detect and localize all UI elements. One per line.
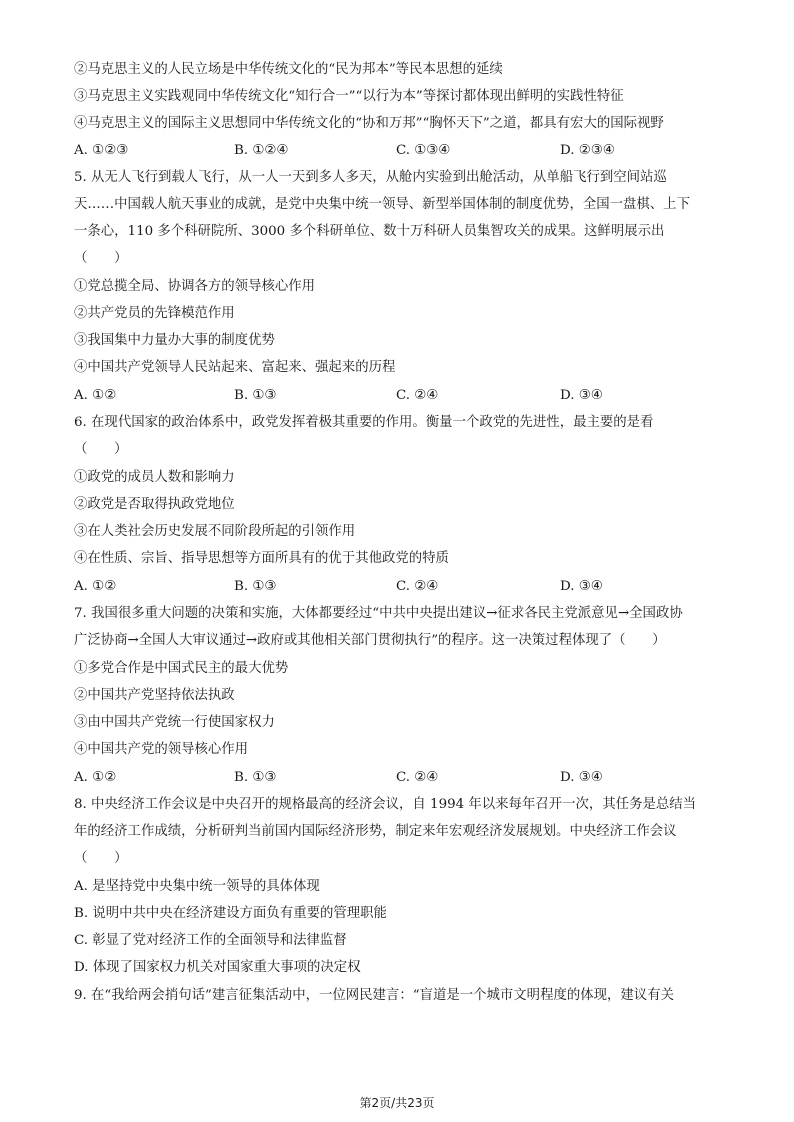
q5-stem-line-2: 天……中国载人航天事业的成就，是党中央集中统一领导、新型举国体制的制度优势，全国一盘棋、上下 <box>74 197 690 212</box>
q5-option-b: B. ①③ <box>234 388 277 403</box>
q7-stem-line-1: 7. 我国很多重大问题的决策和实施，大体都要经过“中共中央提出建议→征求各民主党派意见→全国政协 <box>74 606 683 621</box>
q5-statement-2: ②共产党员的先锋模范作用 <box>74 306 235 321</box>
q6-option-a: A. ①② <box>74 579 117 594</box>
q7-statement-1: ①多党合作是中国式民主的最大优势 <box>74 661 289 676</box>
q6-option-b: B. ①③ <box>234 579 277 594</box>
q5-stem-line-3: 一条心，110 多个科研院所、3000 多个科研单位、数十万科研人员集智攻关的成果。这鲜明展示出 <box>74 224 665 239</box>
q8-choice-b: B. 说明中共中央在经济建设方面负有重要的管理职能 <box>74 906 387 921</box>
q7-option-a: A. ①② <box>74 770 117 785</box>
q7-stem-line-2: 广泛协商→全国人大审议通过→政府或其他相关部门贯彻执行”的程序。这一决策过程体现了（ ） <box>74 633 666 648</box>
q6-statement-1: ①政党的成员人数和影响力 <box>74 470 235 485</box>
q4-statement-2: ②马克思主义的人民立场是中华传统文化的“民为邦本”等民本思想的延续 <box>74 62 503 77</box>
q7-option-c: C. ②④ <box>396 770 439 785</box>
q5-option-c: C. ②④ <box>396 388 439 403</box>
q5-answer-blank: （ ） <box>74 251 128 266</box>
q6-statement-4: ④在性质、宗旨、指导思想等方面所具有的优于其他政党的特质 <box>74 551 449 566</box>
q4-statement-3: ③马克思主义实践观同中华传统文化“知行合一”“以行为本”等探讨都体现出鲜明的实践性特征 <box>74 89 624 104</box>
q4-options <box>74 142 734 160</box>
q6-option-d: D. ③④ <box>560 579 603 594</box>
q8-choice-c: C. 彰显了党对经济工作的全面领导和法律监督 <box>74 933 347 948</box>
q7-option-d: D. ③④ <box>560 770 603 785</box>
q8-answer-blank: （ ） <box>74 851 128 866</box>
q7-option-b: B. ①③ <box>234 770 277 785</box>
q5-option-d: D. ③④ <box>560 388 603 403</box>
q7-statement-4: ④中国共产党的领导核心作用 <box>74 742 249 757</box>
q5-statement-1: ①党总揽全局、协调各方的领导核心作用 <box>74 279 316 294</box>
q5-statement-3: ③我国集中力量办大事的制度优势 <box>74 333 275 348</box>
q6-options <box>74 578 734 596</box>
q5-options <box>74 387 734 405</box>
q6-option-c: C. ②④ <box>396 579 439 594</box>
q7-options <box>74 769 734 787</box>
page-number: 第2页/共23页 <box>359 1096 435 1110</box>
q9-stem-line-1: 9. 在“我给两会捎句话”建言征集活动中，一位网民建言：“盲道是一个城市文明程度的体现，建议有关 <box>74 988 674 1003</box>
q6-stem-line-1: 6. 在现代国家的政治体系中，政党发挥着极其重要的作用。衡量一个政党的先进性，最主要的是看 <box>74 415 654 430</box>
q4-option-d: D. ②③④ <box>560 143 615 158</box>
q8-stem-line-2: 年的经济工作成绩，分析研判当前国内国际经济形势，制定来年宏观经济发展规划。中央经济工作会议 <box>74 824 677 839</box>
q6-answer-blank: （ ） <box>74 442 128 457</box>
q7-statement-3: ③由中国共产党统一行使国家权力 <box>74 715 275 730</box>
q8-stem-line-1: 8. 中央经济工作会议是中央召开的规格最高的经济会议，自 1994 年以来每年召开一次，其任务是总结当 <box>74 797 697 812</box>
q4-statement-4: ④马克思主义的国际主义思想同中华传统文化的“协和万邦”“胸怀天下”之道，都具有宏大的国际视野 <box>74 116 664 131</box>
q7-statement-2: ②中国共产党坚持依法执政 <box>74 688 235 703</box>
q5-statement-4: ④中国共产党领导人民站起来、富起来、强起来的历程 <box>74 360 396 375</box>
q4-option-b: B. ①②④ <box>234 143 289 158</box>
q8-choice-a: A. 是坚持党中央集中统一领导的具体体现 <box>74 879 320 894</box>
q5-stem-line-1: 5. 从无人飞行到载人飞行，从一人一天到多人多天，从舱内实验到出舱活动，从单船飞行到空间站巡 <box>74 170 667 185</box>
q6-statement-2: ②政党是否取得执政党地位 <box>74 497 235 512</box>
q6-statement-3: ③在人类社会历史发展不同阶段所起的引领作用 <box>74 524 356 539</box>
q5-option-a: A. ①② <box>74 388 117 403</box>
q4-option-c: C. ①③④ <box>396 143 451 158</box>
q4-option-a: A. ①②③ <box>74 143 129 158</box>
q8-choice-d: D. 体现了国家权力机关对国家重大事项的决定权 <box>74 960 361 975</box>
